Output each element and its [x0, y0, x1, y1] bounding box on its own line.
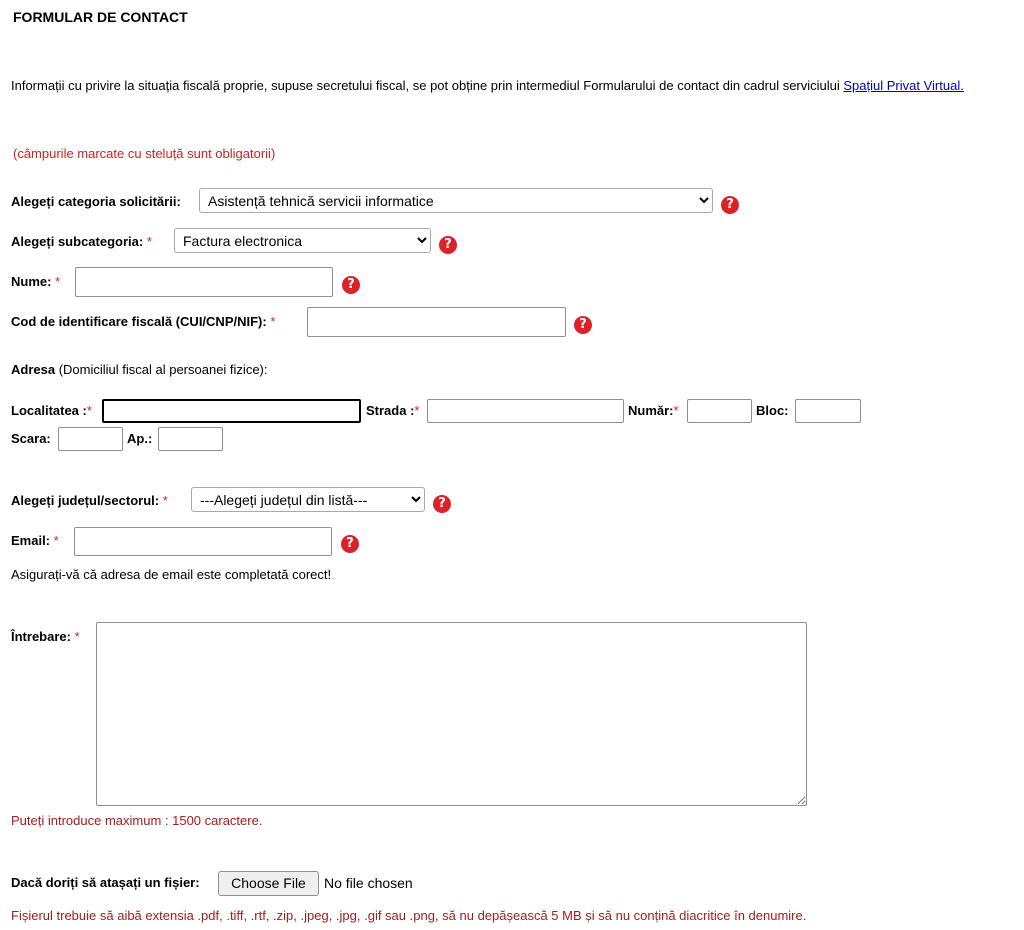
block-input[interactable]	[795, 399, 861, 423]
cif-label-text: Cod de identificare fiscală (CUI/CNP/NIF):	[11, 314, 267, 329]
block-label: Bloc:	[756, 403, 789, 418]
subcategory-help-icon[interactable]: ?	[439, 236, 457, 254]
apartment-label: Ap.:	[127, 431, 153, 446]
intro-text: Informații cu privire la situația fiscală proprie, supuse secretului fiscal, se pot obține prin intermediul Formularului de contact din cadrul serviciului	[11, 78, 844, 93]
stair-label: Scara:	[11, 431, 51, 446]
email-label-text: Email:	[11, 533, 51, 548]
street-label-text: Strada :	[366, 403, 415, 418]
question-textarea[interactable]	[96, 622, 807, 806]
subcategory-label	[11, 234, 152, 249]
subcategory-label-text: Alegeți subcategoria:	[11, 234, 144, 249]
required-star: *	[74, 629, 80, 644]
name-label	[11, 274, 60, 289]
required-fields-note: (câmpurile marcate cu steluță sunt obligatorii)	[13, 146, 276, 161]
address-label: Adresa	[11, 362, 56, 377]
intro-paragraph	[11, 72, 1001, 100]
cif-label	[11, 314, 275, 329]
required-star: *	[55, 274, 61, 289]
subcategory-select[interactable]	[174, 228, 431, 253]
name-input[interactable]	[75, 267, 333, 297]
category-select[interactable]	[199, 188, 713, 213]
address-hint: (Domiciliul fiscal al persoanei fizice):	[58, 362, 268, 377]
street-input[interactable]	[427, 399, 624, 423]
page-title: FORMULAR DE CONTACT	[13, 9, 188, 25]
cif-help-icon[interactable]: ?	[574, 316, 592, 334]
category-label-text: Alegeți categoria solicitării:	[11, 194, 181, 209]
county-help-icon[interactable]: ?	[433, 495, 451, 513]
street-label	[366, 403, 419, 418]
apartment-input[interactable]	[158, 427, 223, 451]
address-heading	[11, 362, 268, 377]
county-label-text: Alegeți județul/sectorul:	[11, 493, 160, 508]
number-input[interactable]	[687, 399, 752, 423]
required-star: *	[53, 533, 59, 548]
file-status: No file chosen	[324, 875, 413, 891]
question-label-text: Întrebare:	[11, 629, 71, 644]
locality-label-text: Localitatea :	[11, 403, 87, 418]
stair-input[interactable]	[58, 427, 123, 451]
email-label	[11, 533, 59, 548]
name-help-icon[interactable]: ?	[342, 276, 360, 294]
category-help-icon[interactable]: ?	[721, 196, 739, 214]
email-input[interactable]	[74, 527, 332, 556]
number-label-text: Număr:	[628, 403, 674, 418]
question-label	[11, 629, 80, 644]
required-star: *	[86, 403, 92, 418]
required-star: *	[146, 234, 152, 249]
name-label-text: Nume:	[11, 274, 52, 289]
required-star: *	[673, 403, 679, 418]
required-star: *	[414, 403, 420, 418]
required-star: *	[162, 493, 168, 508]
attachment-label: Dacă doriți să atașați un fișier:	[11, 875, 200, 890]
spatiul-privat-virtual-link[interactable]: Spațiul Privat Virtual.	[843, 78, 964, 93]
choose-file-button[interactable]: Choose File	[218, 871, 319, 896]
attachment-note: Fișierul trebuie să aibă extensia .pdf, .tiff, .rtf, .zip, .jpeg, .jpg, .gif sau .png, să nu depășească 5 MB și să nu conțină diacritice în denumire.	[11, 908, 807, 923]
number-label	[628, 403, 679, 418]
county-select[interactable]	[191, 487, 425, 512]
category-label	[11, 194, 181, 209]
email-help-icon[interactable]: ?	[341, 535, 359, 553]
locality-label	[11, 403, 92, 418]
question-limit-note: Puteți introduce maximum : 1500 caractere.	[11, 813, 263, 828]
cif-input[interactable]	[307, 307, 566, 337]
email-note: Asigurați-vă că adresa de email este completată corect!	[11, 567, 332, 582]
required-star: *	[270, 314, 276, 329]
county-label	[11, 493, 168, 508]
locality-input[interactable]	[102, 399, 361, 423]
